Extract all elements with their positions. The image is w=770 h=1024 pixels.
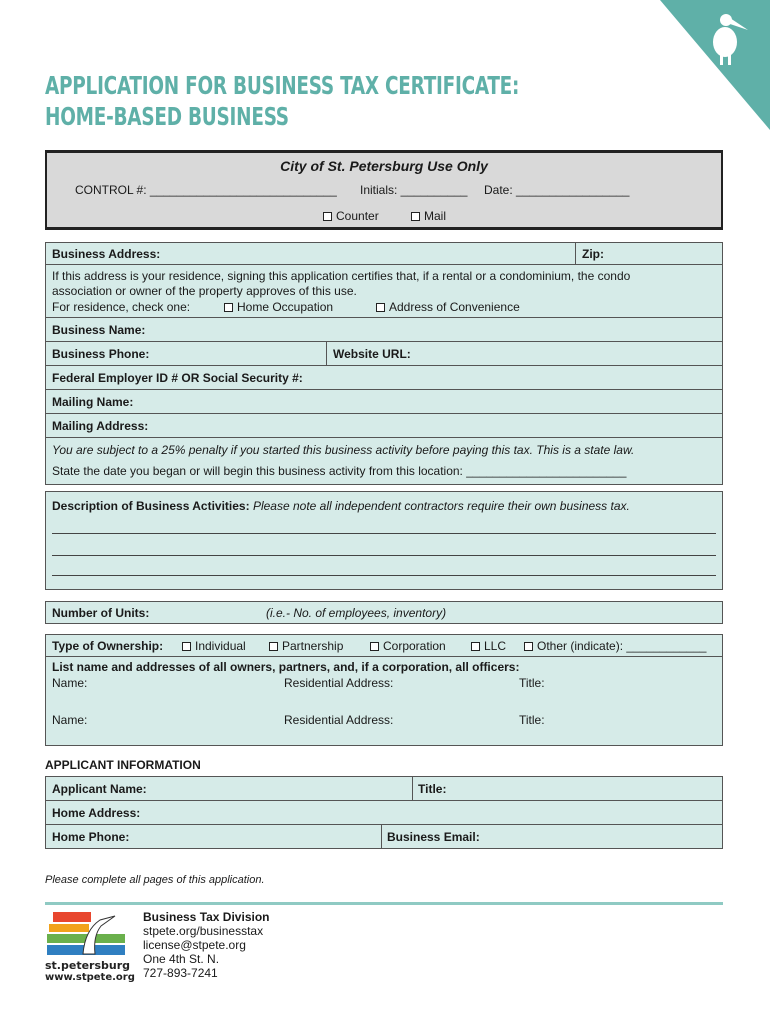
title-line-1: APPLICATION FOR BUSINESS TAX CERTIFICATE:: [45, 71, 520, 100]
title-line-2: HOME-BASED BUSINESS: [45, 102, 289, 131]
divider: [326, 342, 327, 365]
page-title: [45, 70, 519, 132]
city-logo-icon: [45, 910, 129, 960]
business-address-row: [46, 243, 722, 265]
counter-label: Counter: [336, 209, 379, 223]
applicant-name-label: Applicant Name:: [52, 782, 147, 796]
contact-block: [143, 910, 270, 980]
llc-checkbox[interactable]: [471, 642, 480, 651]
individual-checkbox[interactable]: [182, 642, 191, 651]
corporation-checkbox[interactable]: [370, 642, 379, 651]
home-occupation-label: Home Occupation: [237, 300, 334, 314]
division-email[interactable]: license@stpete.org: [143, 938, 246, 952]
office-use-box: [45, 150, 723, 230]
description-line: [52, 533, 716, 534]
corporation-label: Corporation: [383, 639, 446, 653]
llc-label: LLC: [484, 639, 507, 653]
corner-pelican-badge: [650, 0, 770, 130]
other-checkbox[interactable]: [524, 642, 533, 651]
control-number-field[interactable]: CONTROL #: ____________________________: [75, 183, 337, 197]
description-box[interactable]: [45, 491, 723, 590]
individual-label: Individual: [195, 639, 246, 653]
residence-notice-line-1: If this address is your residence, signing this application certifies that, if a rental or a condominium, the condo: [52, 269, 631, 283]
division-name: Business Tax Division: [143, 910, 270, 924]
initials-field[interactable]: Initials: __________: [360, 183, 468, 197]
owner-2-address-label: Residential Address:: [284, 713, 394, 727]
business-info-box: [45, 242, 723, 485]
description-line: [52, 555, 716, 556]
home-phone-label: Home Phone:: [52, 830, 130, 844]
ownership-corporation[interactable]: [370, 639, 446, 653]
business-phone-label: Business Phone:: [52, 347, 150, 361]
home-occupation-option[interactable]: [224, 300, 333, 314]
applicant-heading: APPLICANT INFORMATION: [45, 758, 201, 772]
ownership-box: [45, 634, 723, 746]
city-logo: [45, 910, 135, 985]
fein-label: Federal Employer ID # OR Social Security #:: [52, 371, 303, 385]
ownership-partnership[interactable]: [269, 639, 343, 653]
units-hint: (i.e.- No. of employees, inventory): [266, 606, 447, 620]
divider: [575, 243, 576, 264]
ownership-type-row: [46, 635, 722, 657]
business-name-label: Business Name:: [52, 323, 146, 337]
mail-option[interactable]: [411, 209, 446, 223]
residence-notice-line-2: association or owner of the property approves of this use.: [52, 284, 357, 298]
fein-row[interactable]: [46, 366, 722, 390]
applicant-box: [45, 776, 723, 849]
owner-2-name-label: Name:: [52, 713, 88, 727]
website-url-label: Website URL:: [333, 347, 411, 361]
mail-label: Mail: [424, 209, 447, 223]
owner-1-name-label: Name:: [52, 676, 88, 690]
penalty-note: You are subject to a 25% penalty if you started this business activity before paying this tax. This is a state law.: [52, 443, 635, 457]
business-address-label: Business Address:: [52, 247, 161, 261]
mailing-address-label: Mailing Address:: [52, 419, 149, 433]
home-occupation-checkbox[interactable]: [224, 303, 233, 312]
ownership-other[interactable]: [524, 639, 706, 653]
ownership-individual[interactable]: [182, 639, 246, 653]
description-label: Description of Business Activities:: [52, 499, 250, 513]
business-phone-row: [46, 342, 722, 366]
units-box[interactable]: [45, 601, 723, 624]
description-line: [52, 575, 716, 576]
owner-2-title-label: Title:: [519, 713, 545, 727]
mail-checkbox[interactable]: [411, 212, 420, 221]
logo-url: www.stpete.org: [45, 972, 135, 983]
residence-prompt: For residence, check one:: [52, 300, 191, 314]
description-heading: [52, 499, 630, 513]
other-label: Other (indicate): ____________: [537, 639, 707, 653]
counter-option[interactable]: [323, 209, 379, 223]
footer-divider: [45, 902, 723, 905]
home-address-label: Home Address:: [52, 806, 141, 820]
owners-list-heading: List name and addresses of all owners, partners, and, if a corporation, all officers:: [52, 660, 520, 674]
ownership-llc[interactable]: [471, 639, 506, 653]
counter-checkbox[interactable]: [323, 212, 332, 221]
division-phone: 727-893-7241: [143, 966, 218, 980]
partnership-checkbox[interactable]: [269, 642, 278, 651]
divider: [412, 777, 413, 800]
partnership-label: Partnership: [282, 639, 344, 653]
applicant-name-row: [46, 777, 722, 801]
zip-label: Zip:: [582, 247, 604, 261]
business-name-row[interactable]: [46, 318, 722, 342]
mailing-address-row[interactable]: [46, 414, 722, 438]
start-date-field[interactable]: State the date you began or will begin this business activity from this location: ________________________: [52, 464, 627, 478]
complete-pages-note: Please complete all pages of this application.: [45, 874, 265, 886]
address-of-convenience-option[interactable]: [376, 300, 520, 314]
address-of-convenience-label: Address of Convenience: [389, 300, 520, 314]
home-address-row[interactable]: [46, 801, 722, 825]
division-website[interactable]: stpete.org/businesstax: [143, 924, 264, 938]
owner-1-title-label: Title:: [519, 676, 545, 690]
divider: [381, 825, 382, 848]
mailing-name-label: Mailing Name:: [52, 395, 134, 409]
mailing-name-row[interactable]: [46, 390, 722, 414]
ownership-label: Type of Ownership:: [52, 639, 164, 653]
business-email-label: Business Email:: [387, 830, 480, 844]
division-street: One 4th St. N.: [143, 952, 220, 966]
units-label: Number of Units:: [52, 606, 150, 620]
date-field[interactable]: Date: _________________: [484, 183, 630, 197]
office-use-heading: City of St. Petersburg Use Only: [280, 158, 488, 174]
address-of-convenience-checkbox[interactable]: [376, 303, 385, 312]
logo-name: st.petersburg: [45, 959, 131, 972]
owner-1-address-label: Residential Address:: [284, 676, 394, 690]
residence-notice-row: [46, 265, 722, 318]
applicant-title-label: Title:: [418, 782, 447, 796]
description-note: Please note all independent contractors require their own business tax.: [252, 499, 630, 513]
